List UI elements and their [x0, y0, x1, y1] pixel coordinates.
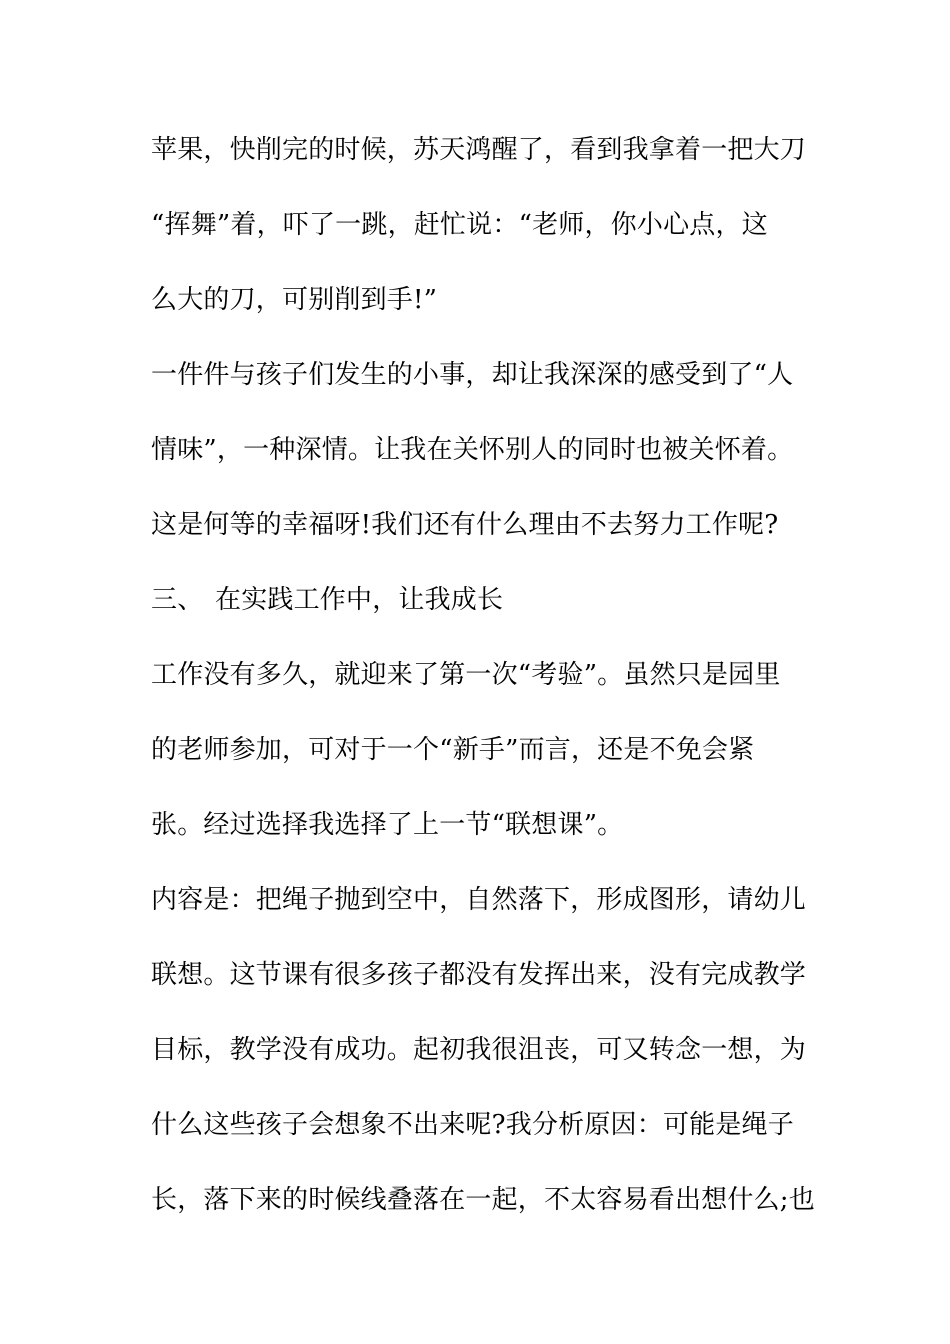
paragraph-line: 张。经过选择我选择了上一节“联想课”。: [151, 810, 624, 840]
paragraph-line: 联想。这节课有很多孩子都没有发挥出来，没有完成教学: [151, 960, 807, 990]
section-heading: [151, 582, 503, 618]
paragraph-line: 目标，教学没有成功。起初我很沮丧，可又转念一想，为: [151, 1035, 807, 1065]
section-heading-title: 在实践工作中，让我成长: [215, 585, 504, 615]
paragraph-line: 什么这些孩子会想象不出来呢?我分析原因：可能是绳子: [151, 1110, 794, 1140]
paragraph-line: 内容是：把绳子抛到空中，自然落下，形成图形，请幼儿: [151, 885, 807, 915]
paragraph-line: 工作没有多久，就迎来了第一次“考验”。虽然只是园里: [151, 660, 781, 690]
paragraph-line: “挥舞”着，吓了一跳，赶忙说：“老师，你小心点，这: [151, 210, 768, 240]
paragraph-line: 情味”，一种深情。让我在关怀别人的同时也被关怀着。: [151, 435, 794, 465]
paragraph-line: 长，落下来的时候线叠落在一起，不太容易看出想什么;也: [151, 1185, 815, 1215]
paragraph-line: 这是何等的幸福呀!我们还有什么理由不去努力工作呢?: [151, 510, 779, 540]
paragraph-line: 苹果，快削完的时候，苏天鸿醒了，看到我拿着一把大刀: [151, 135, 807, 165]
paragraph-line: 的老师参加，可对于一个“新手”而言，还是不免会紧: [151, 735, 755, 765]
section-heading-number: 三、: [151, 585, 204, 615]
paragraph-line: 么大的刀，可别削到手!”: [151, 285, 438, 315]
paragraph-line: 一件件与孩子们发生的小事，却让我深深的感受到了“人: [151, 360, 794, 390]
